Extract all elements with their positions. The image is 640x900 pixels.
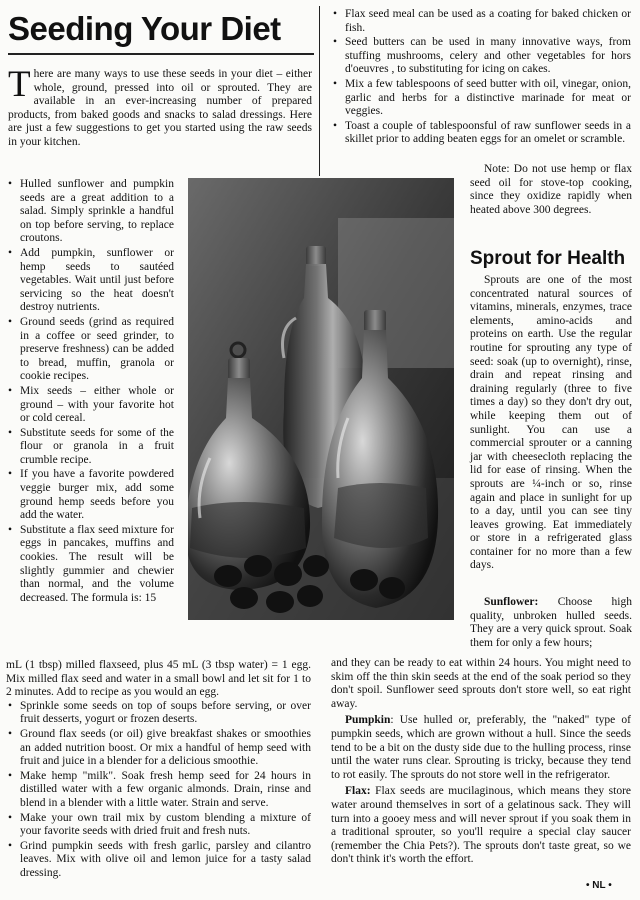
list-item: • Toast a couple of tablespoonsful of raw sunflower seeds in a skillet prior to adding beaten eggs for an omelet or scramble.: [331, 120, 631, 147]
sprout-varieties: [331, 657, 631, 867]
bullet-list-narrow: [6, 178, 174, 606]
cooking-note: Note: Do not use hemp or flax seed oil for stove-top cooking, since they oxidize rapidly when heated above 300 degrees.: [470, 163, 632, 216]
sunflower-paragraph: Sunflower: Choose high quality, unbroken hulled seeds. They are a very quick sprout. Soak them for only a few hours;: [470, 596, 632, 649]
list-item: • Substitute seeds for some of the flour or granola in a fruit crumble recipe.: [6, 427, 174, 468]
list-item: • Ground seeds (grind as required in a coffee or seed grinder, to preserve freshness) can be added to bread, muffin, granola or cookie recipes.: [6, 316, 174, 384]
list-item: • Flax seed meal can be used as a coating for baked chicken or fish.: [331, 8, 631, 35]
list-item: • Sprinkle some seeds on top of soups before serving, or over fruit desserts, yogurt or frozen deserts.: [6, 700, 311, 727]
oil-bottles-photo: [188, 178, 454, 620]
list-item: • Grind pumpkin seeds with fresh garlic, parsley and cilantro leaves. Mix with olive oil and lemon juice for a tasty salad dressing.: [6, 840, 311, 881]
list-item: • Substitute a flax seed mixture for eggs in pancakes, muffins and cookies. The result will be slightly gummier and chewier than normal, and the volume decreased. The formula is: 15: [6, 524, 174, 606]
sunflower-continued: and they can be ready to eat within 24 hours. You might need to skim off the thin skin seeds at the end of the soak period so they don't spoil. Sunflower seed sprouts don't store well, so eat right away.: [331, 657, 631, 710]
flax-label: Flax:: [345, 785, 371, 798]
list-item: • Hulled sunflower and pumpkin seeds are a great addition to a salad. Simply sprinkle a handful on top before serving, to replace croutons.: [6, 178, 174, 246]
bullet-list-wide: [6, 659, 311, 882]
list-item: • Mix seeds – either whole or ground – with your favorite hot or cold cereal.: [6, 385, 174, 426]
column-divider: [319, 6, 320, 176]
list-item: • Seed butters can be used in many innovative ways, from stuffing mushrooms, celery and other vegetables for hors d'oeuvres , to substituting for icing on cakes.: [331, 36, 631, 77]
footer-mark: • NL •: [586, 880, 612, 891]
title-underline: [8, 53, 314, 55]
flax-formula-continued: mL (1 tbsp) milled flaxseed, plus 45 mL (3 tbsp water) = 1 egg. Mix milled flax seed and water in a small bowl and let sit for 1 to 2 minutes. Add to recipe as you would an egg.: [6, 659, 311, 699]
section-heading-sprout: Sprout for Health: [470, 248, 626, 269]
drop-cap: T: [8, 64, 31, 105]
sprout-paragraph: Sprouts are one of the most concentrated natural sources of vitamins, minerals, enzymes, trace elements, amino-acids and proteins on earth. Use the regular routine for sprouting any type of seed: soak (up to overnight), rinse, drain and repeat rinsing and draining regularly (three to five times a day) so they don't dry out, while keeping them out of sunlight. You can use a commercial sprouter or a canning jar with cheesecloth replacing the lid for ease of rinsing. When the sprouts are ¼-inch or so, rinse again and place in sunlight for up to a day, until you can see tiny leaves growing. Eat immediately or store in a refrigerated glass container for no more than a few days.: [470, 274, 632, 572]
intro-paragraph: [8, 64, 312, 150]
list-item: • Ground flax seeds (or oil) give breakfast shakes or smoothies an added nutrition boost. Or mix a handful of hemp seed with fruit and juice in a blender for a delicious smoothie.: [6, 728, 311, 769]
page-title: Seeding Your Diet: [8, 10, 281, 47]
list-item: • Make hemp "milk". Soak fresh hemp seed for 24 hours in distilled water with a few organic almonds. Drain, rinse and blend in a blender with a little water. Strain and serve.: [6, 770, 311, 811]
list-item: • Mix a few tablespoons of seed butter with oil, vinegar, onion, garlic and herbs for a distinctive marinade for meat or veggies.: [331, 78, 631, 119]
list-item: • Add pumpkin, sunflower or hemp seeds to sautéed vegetables. Wait until just before servicing so the heat doesn't destroy nutrients.: [6, 247, 174, 315]
flax-paragraph: Flax: Flax seeds are mucilaginous, which means they store water around themselves in sort of a gelatinous sack. They will turn into a gooey mess and will never sprout if you soak them in a traditional sprouter, so you'll require a special clay saucer (remember the Chia Pets?). The sprouts don't taste great, so we don't think it's worth the effort.: [331, 785, 632, 866]
intro-text: here are many ways to use these seeds in your diet – either whole, ground, pressed into oil or sprouted. They are available in an ever-increasing number of prepared products, from baked goods and snacks to salad dressings. Here are just a few suggestions to get you started using the raw seeds in your kitchen.: [8, 68, 312, 148]
pumpkin-label: Pumpkin: [345, 714, 391, 727]
bullet-list-right: [331, 8, 631, 148]
list-item: • If you have a favorite powdered veggie burger mix, add some ground hemp seeds before you add the water.: [6, 468, 174, 522]
list-item: • Make your own trail mix by custom blending a mixture of your favorite seeds with dried fruit and fresh nuts.: [6, 812, 311, 839]
sunflower-label: Sunflower:: [484, 596, 539, 608]
pumpkin-paragraph: Pumpkin: Use hulled or, preferably, the "naked" type of pumpkin seeds, which are grown without a hull. Since the seeds tend to be a bit on the dusty side due to the hulling process, rinse until the water runs clear. Sprouting is tricky, because they tend to rot easily. The sprouts do not store well in the refrigerator.: [331, 714, 631, 781]
